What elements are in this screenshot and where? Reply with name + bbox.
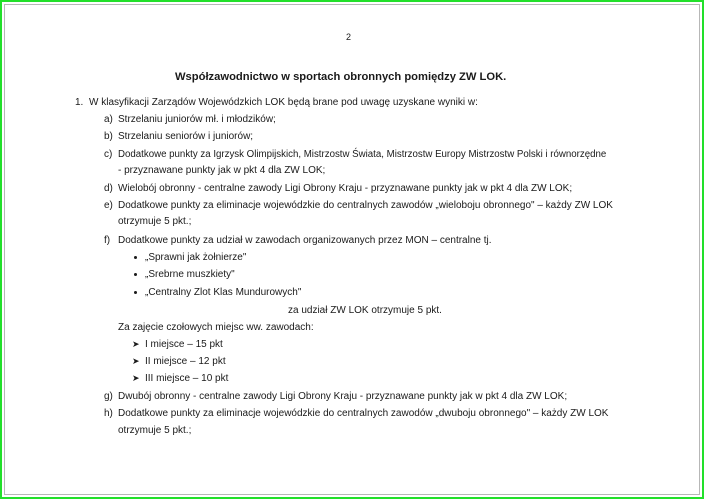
bullet-icon — [134, 256, 137, 259]
item-number: 1. — [75, 97, 84, 108]
bullet-icon — [134, 273, 137, 276]
sub-text-e-line2: otrzymuje 5 pkt.; — [118, 216, 192, 227]
places-header: Za zajęcie czołowych miejsc ww. zawodach: — [118, 322, 314, 333]
bullet-item: „Centralny Zlot Klas Mundurowych" — [145, 287, 302, 298]
sub-text-a: Strzelaniu juniorów mł. i młodzików; — [118, 114, 276, 125]
sub-letter-e: e) — [104, 200, 113, 211]
place-item: I miejsce – 15 pkt — [145, 339, 223, 350]
bullet-item: „Sprawni jak żołnierze" — [145, 252, 247, 263]
page-number: 2 — [346, 32, 352, 42]
place-item: III miejsce – 10 pkt — [145, 373, 229, 384]
sub-letter-b: b) — [104, 131, 113, 142]
sub-letter-f: f) — [104, 235, 111, 246]
page-title: Współzawodnictwo w sportach obronnych pomiędzy ZW LOK. — [175, 71, 507, 83]
sub-text-e-line1: Dodatkowe punkty za eliminacje wojewódzkie do centralnych zawodów „wieloboju obronnego" – każdy ZW LOK — [118, 200, 613, 211]
sub-letter-a: a) — [104, 114, 113, 125]
arrowhead-right-icon: ➤ — [132, 339, 140, 349]
sub-text-b: Strzelaniu seniorów i juniorów; — [118, 131, 254, 142]
bullet-icon — [134, 291, 137, 294]
sub-text-h-line2: otrzymuje 5 pkt.; — [118, 425, 192, 436]
participation-note: za udział ZW LOK otrzymuje 5 pkt. — [288, 305, 442, 316]
sub-letter-d: d) — [104, 183, 113, 194]
arrowhead-right-icon: ➤ — [132, 373, 140, 383]
bullet-item: „Srebrne muszkiety" — [145, 269, 235, 280]
sub-text-c-line1: Dodatkowe punkty za Igrzysk Olimpijskich, Mistrzostw Świata, Mistrzostw Europy Mistrzostw Polski i równorzędne — [118, 149, 607, 160]
arrowhead-right-icon: ➤ — [132, 356, 140, 366]
sub-text-c-line2: - przyznawane punkty jak w pkt 4 dla ZW LOK; — [118, 165, 326, 176]
item-text: W klasyfikacji Zarządów Wojewódzkich LOK będą brane pod uwagę uzyskane wyniki w: — [89, 97, 478, 108]
place-item: II miejsce – 12 pkt — [145, 356, 226, 367]
sub-text-g: Dwubój obronny - centralne zawody Ligi Obrony Kraju - przyznawane punkty jak w pkt 4 dla ZW LOK; — [118, 391, 568, 402]
sub-letter-g: g) — [104, 391, 113, 402]
sub-letter-h: h) — [104, 408, 113, 419]
sub-letter-c: c) — [104, 149, 113, 160]
sub-text-h-line1: Dodatkowe punkty za eliminacje wojewódzkie do centralnych zawodów „dwuboju obronnego" – każdy ZW LOK — [118, 408, 609, 419]
sub-text-f: Dodatkowe punkty za udział w zawodach organizowanych przez MON – centralne tj. — [118, 235, 492, 246]
sub-text-d: Wielobój obronny - centralne zawody Ligi Obrony Kraju - przyznawane punkty jak w pkt 4 dla ZW LOK; — [118, 183, 573, 194]
